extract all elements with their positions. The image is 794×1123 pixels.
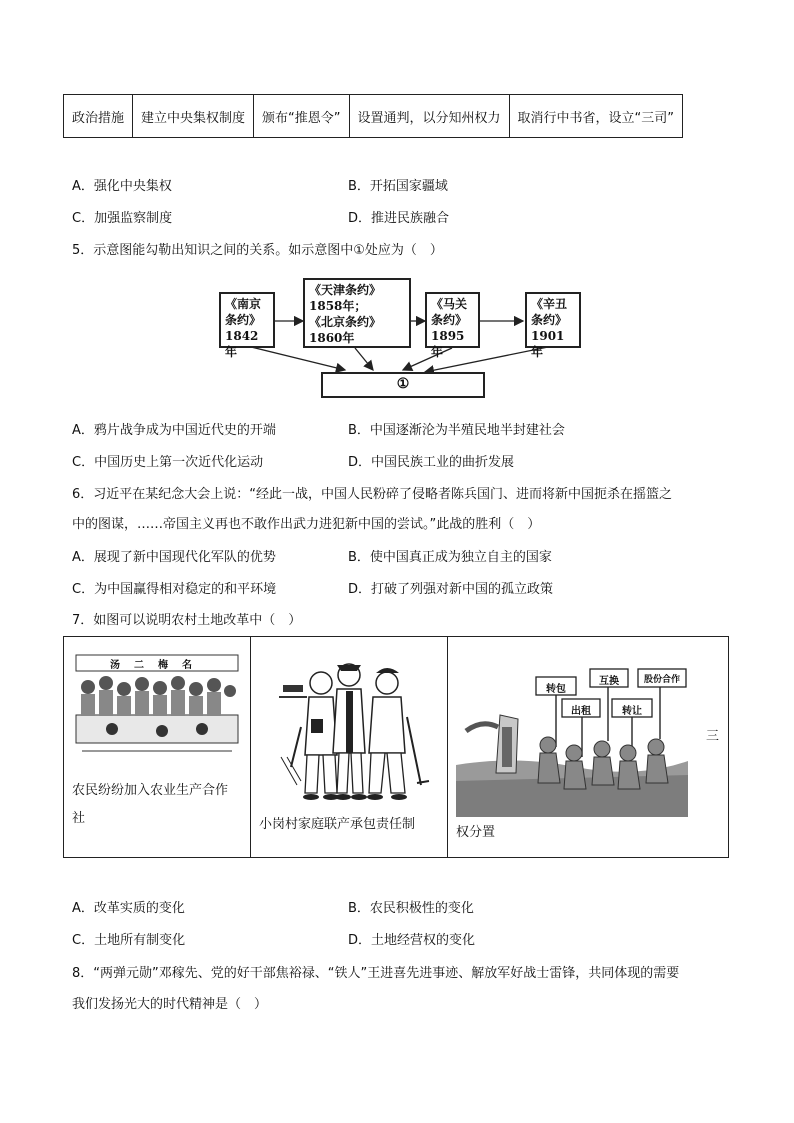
box-nanjing-line: 条约》 [225,313,262,327]
cooperative-banner [78,656,238,670]
q6-option-c[interactable]: C．为中国赢得相对稳定的和平环境 [72,582,277,597]
q8-stem-line-2: 我们发扬光大的时代精神是（ ） [72,997,268,1012]
box-xinchou-line: 《辛丑 [531,297,568,311]
q7-stem: 7．如图可以说明农村土地改革中（ ） [72,613,302,628]
q5-option-c[interactable]: C．中国历史上第一次近代化运动 [72,455,264,470]
q6-stem-line-2: 中的图谋，……帝国主义再也不敢作出武力进犯新中国的尝试。”此战的胜利（ ） [72,517,541,532]
panel-cooperative-caption-1: 农民纷纷加入农业生产合作 [72,783,229,798]
panel-cooperative-caption-2: 社 [72,811,86,826]
q4-option-b[interactable]: B．开拓国家疆域 [348,179,448,194]
q5-option-b[interactable]: B．中国逐渐沦为半殖民地半封建社会 [348,423,565,438]
q6-option-a[interactable]: A．展现了新中国现代化军队的优势 [72,550,276,565]
q4-option-c[interactable]: C．加强监察制度 [72,211,173,226]
policy-table [63,94,683,138]
q6-stem-line-1: 6．习近平在某纪念大会上说：“经此一战，中国人民粉碎了侵略者陈兵国门、进而将新中国扼杀在摇篮之 [72,487,673,502]
box-nanjing-treaty [219,292,275,359]
box-xinchou-treaty [525,292,581,359]
q8-stem-line-1: 8．“两弹元勋”邓稼先、党的好干部焦裕禄、“铁人”王进喜先进事迹、解放军好战士雷锋，共同体现的需要 [72,966,680,981]
box-nanjing-line: 《南京 [225,297,262,311]
box-tianjin-line: 《天津条约》 [309,283,382,297]
table-cell-ming: 取消行中书省，设立“三司” [509,95,682,138]
xiaogang-illustration [261,657,441,807]
banner-char: 梅 [158,660,182,671]
box-tianjin-line: 1860年 [309,331,355,345]
table-cell-song: 设置通判，以分知州权力 [349,95,509,138]
table-cell-han: 颁布“推恩令” [254,95,349,138]
q7-option-b[interactable]: B．农民积极性的变化 [348,901,474,916]
sign-subcontract: 转包 [546,684,566,695]
box-nanjing-line: 1842年 [225,329,259,359]
box-maguan-line: 条约》 [431,313,468,327]
box-maguan-treaty [425,292,480,359]
q7-option-c[interactable]: C．土地所有制变化 [72,933,186,948]
box-tianjin-line: 1858年； [309,299,367,313]
box-maguan-line: 1895年 [431,329,465,359]
table-cell-category: 政治措施 [64,95,133,138]
table-row [64,95,683,138]
banner-char: 名 [182,660,206,671]
q6-option-b[interactable]: B．使中国真正成为独立自主的国家 [348,550,552,565]
box-maguan-line: 《马关 [431,297,468,311]
q5-option-d[interactable]: D．中国民族工业的曲折发展 [348,455,515,470]
banner-char: 二 [134,660,158,671]
box-xinchou-line: 1901年 [531,329,565,359]
panel-three-rights [448,637,728,857]
arrow-5 [355,348,373,370]
panel-three-rights-caption: 权分置 [456,825,496,840]
table-cell-qin: 建立中央集权制度 [133,95,254,138]
box-target-blank: ① [321,372,485,398]
q7-option-a[interactable]: A．改革实质的变化 [72,901,185,916]
panel-cooperative [64,637,251,857]
q4-option-d[interactable]: D．推进民族融合 [348,211,450,226]
panel-xiaogang [251,637,448,857]
sign-shareholding: 股份合作 [643,675,680,685]
q7-image-table [63,636,729,858]
banner-char: 汤 [110,660,134,671]
treaty-diagram [215,276,585,404]
box-tianjin-line: 《北京条约》 [309,315,382,329]
sign-exchange: 互换 [599,676,619,687]
q4-option-a[interactable]: A．强化中央集权 [72,179,172,194]
box-xinchou-line: 条约》 [531,313,568,327]
sign-transfer: 转让 [622,706,642,717]
panel-three-rights-caption-side: 三 [706,729,720,744]
sign-lease: 出租 [571,706,591,717]
q6-option-d[interactable]: D．打破了列强对新中国的孤立政策 [348,582,554,597]
box-tianjin-beijing-treaty [303,278,411,348]
panel-xiaogang-caption: 小岗村家庭联产承包责任制 [259,817,416,832]
q7-option-d[interactable]: D．土地经营权的变化 [348,933,476,948]
q5-option-a[interactable]: A．鸦片战争成为中国近代史的开端 [72,423,276,438]
q5-stem: 5．示意图能勾勒出知识之间的关系。如示意图中①处应为（ ） [72,243,443,258]
